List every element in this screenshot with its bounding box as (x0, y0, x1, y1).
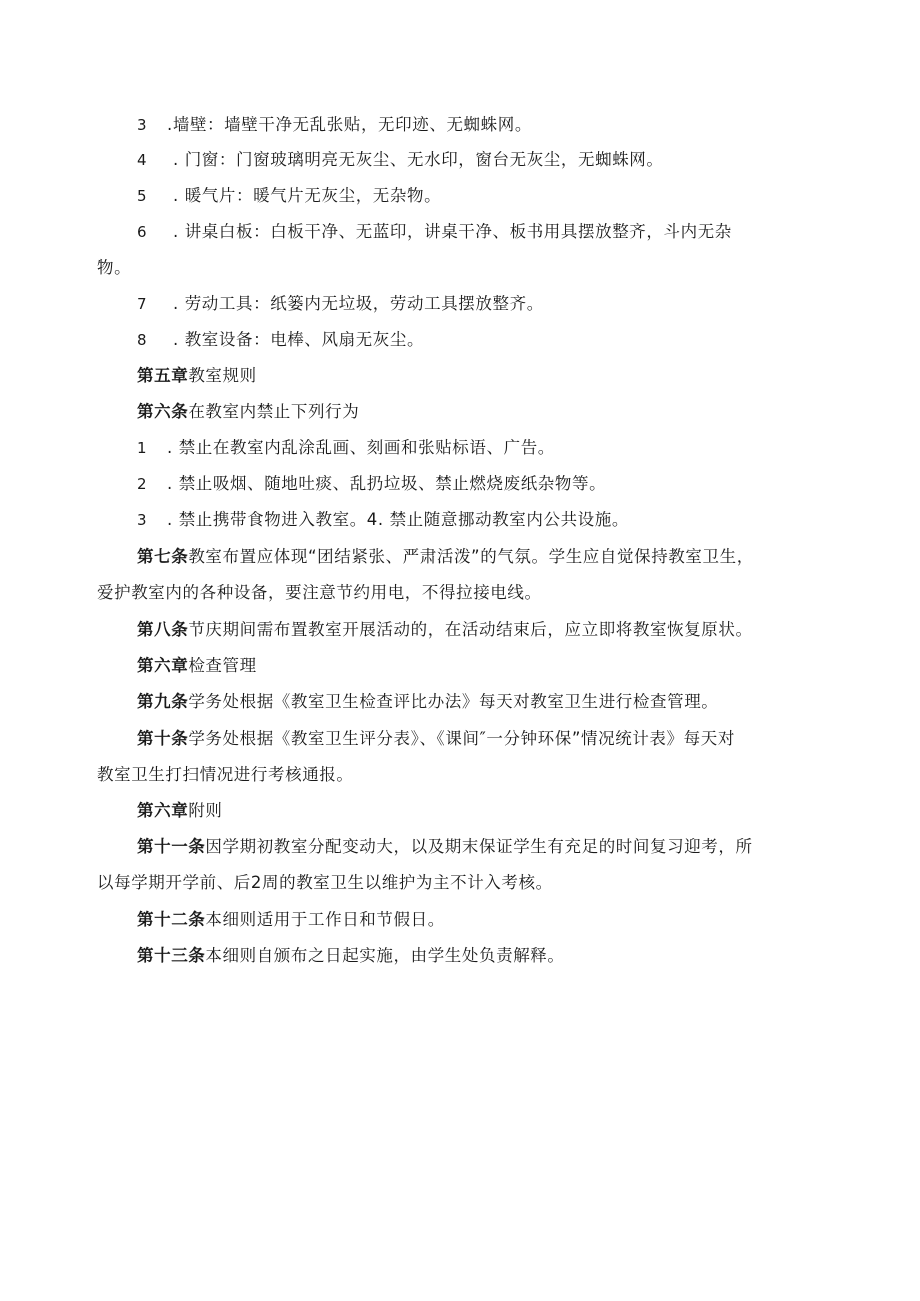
article-text: 学务处根据《教室卫生评分表》、《课间″一分钟环保”情况统计表》每天对 (188, 729, 735, 748)
list-item (137, 510, 629, 530)
list-item (137, 330, 424, 350)
list-item (137, 222, 732, 242)
item-text: . 暖气片：暖气片无灰尘，无杂物。 (173, 186, 442, 205)
list-item (137, 294, 544, 314)
article-text: 因学期初教室分配变动大，以及期末保证学生有充足的时间复习迎考，所 (205, 837, 753, 856)
item-text: . 禁止吸烟、随地吐痰、乱扔垃圾、禁止燃烧废纸杂物等。 (167, 474, 607, 493)
chapter-label: 第五章 (137, 366, 189, 385)
article-label: 第六条 (137, 402, 189, 421)
chapter-label: 第六章 (137, 801, 189, 820)
item-number: 3 (137, 116, 148, 134)
chapter-heading (137, 801, 223, 821)
article-paragraph (137, 402, 359, 422)
article-label: 第九条 (137, 692, 189, 711)
article-label: 第十二条 (137, 910, 206, 929)
list-item-continuation (97, 258, 131, 278)
article-text: 节庆期间需布置教室开展活动的，在活动结束后，应立即将教室恢复原状。 (188, 620, 753, 639)
chapter-title: 检查管理 (188, 656, 257, 675)
article-paragraph (137, 946, 565, 966)
item-text: . 讲桌白板：白板干净、无蓝印，讲桌干净、板书用具摆放整齐，斗内无杂 (173, 222, 732, 241)
article-continuation (97, 765, 354, 785)
article-text-continuation: 爱护教室内的各种设备，要注意节约用电，不得拉接电线。 (97, 583, 542, 602)
item-text: . 教室设备：电棒、风扇无灰尘。 (173, 330, 425, 349)
article-label: 第七条 (137, 547, 189, 566)
chapter-title: 附则 (188, 801, 223, 820)
article-paragraph (137, 729, 735, 749)
article-label: 第十条 (137, 729, 189, 748)
article-label: 第十三条 (137, 946, 206, 965)
item-text: . 禁止在教室内乱涂乱画、刻画和张贴标语、广告。 (167, 438, 555, 457)
list-item (137, 115, 532, 135)
item-text: . 禁止携带食物进入教室。4. 禁止随意挪动教室内公共设施。 (167, 510, 629, 529)
article-text: 学务处根据《教室卫生检查评比办法》每天对教室卫生进行检查管理。 (188, 692, 719, 711)
item-text: . 劳动工具：纸篓内无垃圾，劳动工具摆放整齐。 (173, 294, 544, 313)
list-item (137, 438, 555, 458)
article-label: 第十一条 (137, 837, 206, 856)
article-paragraph (137, 620, 753, 640)
item-number: 1 (137, 439, 148, 457)
item-number: 3 (137, 511, 148, 529)
article-text-continuation: 教室卫生打扫情况进行考核通报。 (97, 765, 354, 784)
chapter-title: 教室规则 (188, 366, 257, 385)
article-continuation (97, 583, 542, 603)
article-continuation (97, 873, 553, 893)
chapter-heading (137, 656, 257, 676)
item-number: 5 (137, 187, 148, 205)
item-number: 2 (137, 475, 148, 493)
item-text-continuation: 物。 (97, 258, 132, 277)
chapter-heading (137, 366, 257, 386)
article-text: 教室布置应体现“团结紧张、严肃活泼”的气氛。学生应自觉保持教室卫生， (188, 547, 754, 566)
item-number: 8 (137, 331, 148, 349)
list-item (137, 186, 441, 206)
article-paragraph (137, 547, 754, 567)
list-item (137, 150, 664, 170)
article-text: 本细则自颁布之日起实施，由学生处负责解释。 (205, 946, 565, 965)
article-paragraph (137, 692, 718, 712)
list-item (137, 474, 606, 494)
article-paragraph (137, 837, 753, 857)
article-label: 第八条 (137, 620, 189, 639)
article-text-continuation: 以每学期开学前、后2周的教室卫生以维护为主不计入考核。 (97, 873, 553, 892)
item-number: 7 (137, 295, 148, 313)
item-number: 6 (137, 223, 148, 241)
article-paragraph (137, 910, 445, 930)
item-number: 4 (137, 151, 148, 169)
item-text: . 门窗：门窗玻璃明亮无灰尘、无水印，窗台无灰尘，无蜘蛛网。 (173, 150, 664, 169)
item-text: .墙壁：墙壁干净无乱张贴，无印迹、无蜘蛛网。 (167, 115, 532, 134)
article-text: 在教室内禁止下列行为 (188, 402, 360, 421)
chapter-label: 第六章 (137, 656, 189, 675)
article-text: 本细则适用于工作日和节假日。 (205, 910, 445, 929)
